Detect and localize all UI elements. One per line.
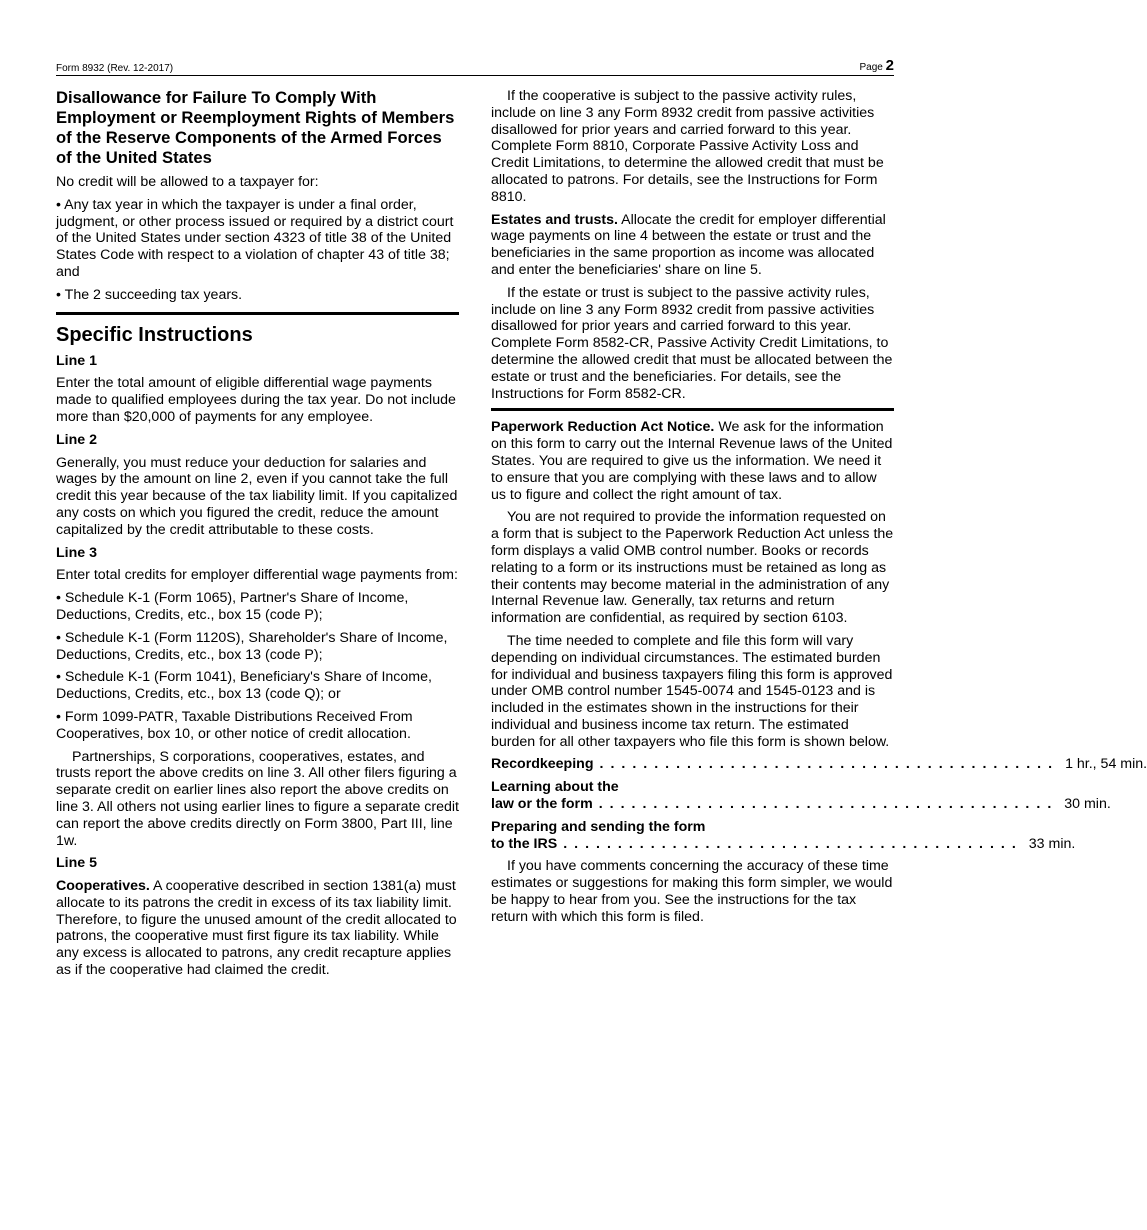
line2-text: Generally, you must reduce your deduction for salaries and wages by the amount on line 2, even if you cannot take the full credit this year because of the tax liability limit. If you capitalized any costs on which you figured the credit, reduce the amount capitalized by the credit attributable to these costs. — [56, 454, 458, 538]
burden-preparing-row — [491, 818, 1076, 853]
burden-value: 1 hr., 54 min. — [1065, 756, 1147, 773]
estates-lead: Estates and trusts. — [491, 211, 618, 228]
line3-bullet: • Schedule K-1 (Form 1041), Beneficiary's Share of Income, Deductions, Credits, etc., box 13 (code Q); or — [56, 669, 432, 703]
line3-paragraph: Partnerships, S corporations, cooperatives, estates, and trusts report the above credits on line 3. All other filers figuring a separate credit on earlier lines also report the above credits on line 3. All others not using earlier lines to figure a separate credit can report the above credits directly on Form 3800, Part III, line 1w. — [56, 748, 459, 849]
burden-learning-row — [491, 779, 1111, 813]
line3-intro: Enter total credits for employer differential wage payments from: — [56, 567, 458, 584]
line3-bullet: • Schedule K-1 (Form 1065), Partner's Share of Income, Deductions, Credits, etc., box 15 (code P); — [56, 590, 409, 623]
estates-text: Allocate the credit for employer differential wage payments on line 4 between the estate or trust and the beneficiaries in the same proportion as income was allocated and enter the beneficiaries' share on line 5. — [491, 211, 886, 278]
section-divider — [491, 408, 894, 411]
line1-heading: Line 1 — [56, 352, 97, 369]
page-header — [56, 56, 894, 76]
line1-text: Enter the total amount of eligible differential wage payments made to qualified employees during the tax year. Do not include more than $20,000 of payments for any employee. — [56, 375, 456, 425]
disallowance-bullet: • The 2 succeeding tax years. — [56, 286, 243, 303]
burden-label: law or the form — [491, 796, 593, 813]
cooperative-passive-paragraph: If the cooperative is subject to the passive activity rules, include on line 3 any Form 8932 credit from passive activities disallowed for prior years and carried forward to this year. Complete Form 8810, Corporate Passive Activity Loss and Credit Limitations, to determine the allowed credit that must be allocated to patrons. For details, see the Instructions for Form 8810. — [491, 88, 884, 205]
page-label: Page — [859, 62, 883, 73]
estates-paragraph — [491, 212, 894, 279]
page-number: 2 — [885, 57, 894, 74]
cooperatives-lead: Cooperatives. — [56, 878, 150, 895]
burden-label: to the IRS — [491, 835, 558, 852]
disallowance-intro: No credit will be allowed to a taxpayer for: — [56, 174, 319, 190]
burden-label: Recordkeeping — [491, 756, 594, 773]
line5-heading: Line 5 — [56, 855, 97, 872]
paperwork-notice-lead: Paperwork Reduction Act Notice. — [491, 419, 715, 436]
paperwork-notice-paragraph — [491, 419, 894, 503]
specific-instructions-heading: Specific Instructions — [56, 312, 459, 347]
burden-recordkeeping-row — [491, 756, 1147, 773]
cooperatives-text: A cooperative described in section 1381(a) must allocate to its patrons the credit in excess of its tax liability limit. Therefore, to figure the unused amount of the credit allocated to patrons, the cooperative must first figure its tax liability. While any excess is allocated to patrons, any credit recapture applies as if the cooperative had claimed the credit. — [56, 878, 457, 979]
cooperatives-paragraph — [56, 878, 459, 979]
burden-label: Preparing and sending the form — [491, 818, 706, 835]
left-column — [56, 88, 459, 985]
dot-leader: .......................................... — [599, 756, 1060, 773]
paperwork-notice-text: We ask for the information on this form to carry out the Internal Revenue laws of the United States. You are required to give us the information. We need it to ensure that you are complying with these laws and to allow us to figure and collect the right amount of tax. — [491, 419, 893, 503]
paperwork-paragraph-3: The time needed to complete and file this form will vary depending on individual circumstances. The estimated burden for individual and business taxpayers filing this form is approved under OMB control number 1545-0074 and 1545-0123 and is included in the estimates shown in the instructions for their individual and business income tax return. The estimated burden for all other taxpayers who file this form is shown below. — [491, 632, 893, 750]
burden-label: Learning about the — [491, 779, 619, 796]
line2-heading: Line 2 — [56, 431, 97, 448]
line3-heading: Line 3 — [56, 544, 97, 561]
dot-leader: .......................................... — [598, 796, 1059, 813]
comments-paragraph: If you have comments concerning the accuracy of these time estimates or suggestions for making this form simpler, we would be happy to hear from you. See the instructions for the tax return with which this form is filed. — [491, 858, 893, 925]
line3-bullet: • Schedule K-1 (Form 1120S), Shareholder's Share of Income, Deductions, Credits, etc., box 13 (code P); — [56, 629, 448, 663]
burden-value: 30 min. — [1064, 796, 1111, 813]
estates-passive-paragraph: If the estate or trust is subject to the passive activity rules, include on line 3 any Form 8932 credit from passive activities disallowed for prior years and carried forward to this year. Complete Form 8582-CR, Passive Activity Credit Limitations, to determine the allowed credit that must be allocated between the estate or trust and the beneficiaries. For details, see the Instructions for Form 8582-CR. — [491, 284, 893, 402]
disallowance-heading: Disallowance for Failure To Comply With Employment or Reemployment Rights of Members of the Reserve Components of the Armed Forces of the United States — [56, 88, 455, 167]
right-column — [491, 88, 1147, 932]
disallowance-bullet: • Any tax year in which the taxpayer is under a final order, judgment, or other process issued or required by a district court of the United States under section 4323 of title 38 of the United States Code with respect to a violation of chapter 43 of title 38; and — [56, 196, 454, 280]
line3-bullet: • Form 1099-PATR, Taxable Distributions Received From Cooperatives, box 10, or other notice of credit allocation. — [56, 708, 413, 742]
dot-leader: .......................................... — [563, 835, 1023, 852]
form-id: Form 8932 (Rev. 12-2017) — [56, 63, 174, 74]
paperwork-paragraph-2: You are not required to provide the information requested on a form that is subject to the Paperwork Reduction Act unless the form displays a valid OMB control number. Books or records relating to a form or its instructions must be retained as long as their contents may become material in the administration of any Internal Revenue law. Generally, tax returns and return information are confidential, as required by section 6103. — [491, 509, 894, 627]
page-indicator — [860, 57, 894, 74]
burden-value: 33 min. — [1028, 835, 1076, 852]
